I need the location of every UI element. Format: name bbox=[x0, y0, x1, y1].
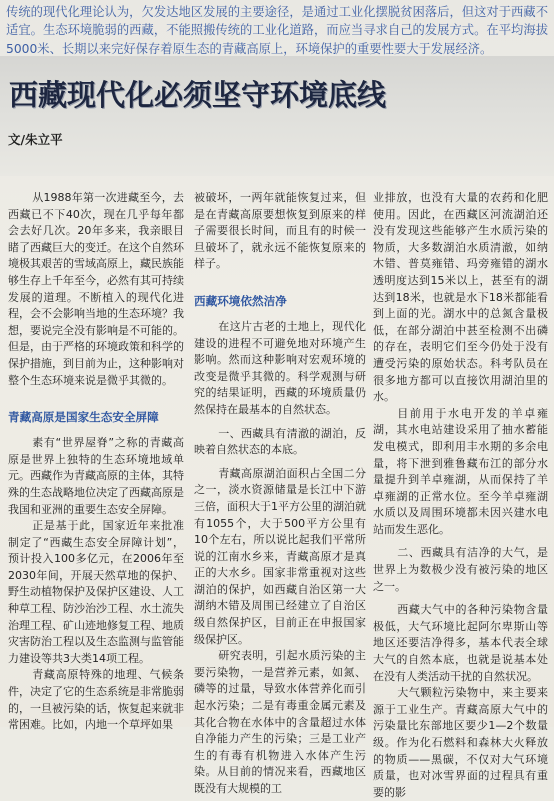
body-paragraph: 西藏大气中的各种污染物含量极低，大气环境比起阿尔卑斯山等地区还要洁净得多，基本代表全球大气的自然本底，也就是说基本处在没有人类活动干扰的自然状况。 bbox=[373, 603, 548, 683]
body-paragraph: 从1988年第一次进藏至今，去西藏已不下40次，现在几乎每年都会去好几次。20年多来，我亲眼目睹了西藏巨大的变迁。在这个自然环境极其艰苦的雪域高原上，藏民族能够生存上千年至今，必然有其可持续发展的道理。不断植入的现代化进程，会不会影响当地的生态环境？我想，要说完全没有影响是不可能的。但是，由于严格的环境政策和科学的保护措施，到目前为止，这种影响对整个生态环境来说是微乎其微的。 bbox=[8, 191, 184, 387]
article-title: 西藏现代化必须坚守环境底线 bbox=[9, 78, 387, 112]
section-heading: 西藏环境依然洁净 bbox=[194, 293, 287, 308]
body-paragraph: 正是基于此，国家近年来批准制定了“西藏生态安全屏障计划”，预计投入100多亿元，在2006年至2030年间，开展天然草地的保护、野生动植物保护及保护区建设、人工种草工程、防沙治沙工程、水土流失治理工程、矿山迹地修复工程、地质灾害防治工程以及生态监测与监管能力建设等共3大类14项工程。 bbox=[8, 519, 184, 665]
text-column-3 bbox=[373, 190, 548, 799]
body-paragraph: 在这片古老的土地上，现代化建设的进程不可避免地对环境产生影响。然而这种影响对宏观环境的改变是微乎其微的。科学观测与研究的结果证明，西藏的环境质量仍然保持在最基本的自然状态。 bbox=[194, 319, 366, 416]
body-paragraph-continued: 业排放，也没有大量的农药和化肥使用。因此，在西藏区河流湖泊还没有发现这些能够产生水质污染的物质，大多数湖泊水质清澈，如纳木错、普莫雍错、玛旁雍错的湖水透明度达到15米以上，甚至有的湖达到18米，也就是水下18米都能看到上面的光。湖水中的总氮含量极低，在部分湖泊中甚至检测不出磷的存在，表明它们至今仍处于没有遭受污染的原始状态。科考队员在很多地方都可以直接饮用湖泊里的水。 bbox=[373, 191, 548, 404]
article-author: 文/朱立平 bbox=[8, 132, 63, 147]
body-paragraph: 素有“世界屋脊”之称的青藏高原是世界上独特的生态环境地域单元。西藏作为青藏高原的主体，其特殊的生态战略地位决定了西藏高原是我国和亚洲的重要生态安全屏障。 bbox=[8, 436, 184, 516]
title-band bbox=[0, 56, 554, 176]
body-paragraph-continued: 被破坏，一两年就能恢复过来，但是在青藏高原要想恢复到原来的样子需要很长时间，而且有的时候一旦破坏了，就永远不能恢复原来的样子。 bbox=[194, 191, 366, 271]
body-paragraph: 目前用于水电开发的羊卓雍湖，其水电站建设采用了抽水蓄能发电模式，即利用丰水期的多余电量，将下泄到雅鲁藏布江的部分水量提升到羊卓雍湖，从而保持了羊卓雍湖的正常水位。至今羊卓雍湖水质以及周围环境都未因兴建水电站而发生恶化。 bbox=[373, 406, 548, 536]
text-column-2 bbox=[194, 190, 366, 795]
point-paragraph: 二、西藏具有洁净的大气，是世界上为数极少没有被污染的地区之一。 bbox=[373, 546, 548, 593]
body-paragraph: 研究表明，引起水质污染的主要污染物，一是营养元素，如氮、磷等的过量，导致水体营养化而引起水污染；二是有毒重金属元素及其化合物在水体中的含量超过水体自净能力产生的污染；三是工业产生的有毒有机物进入水体产生污染。从目前的情况来看，西藏地区既没有大规模的工 bbox=[194, 649, 366, 795]
section-heading: 青藏高原是国家生态安全屏障 bbox=[8, 410, 159, 425]
point-paragraph: 一、西藏具有清澈的湖泊，反映着自然状态的本底。 bbox=[194, 426, 366, 457]
text-column-1 bbox=[8, 190, 184, 732]
body-paragraph: 大气颗粒污染物中，来主要来源于工业生产。青藏高原大气中的污染量比东部地区要少1—2个数量级。作为化石燃料和森林大火释放的物质——黑碳，不仅对大气环境质量，也对冰雪界面的过程具有重要的影 bbox=[373, 686, 548, 799]
body-paragraph: 青藏高原湖泊面积占全国二分之一，淡水资源储量是长江中下游三倍，面积大于1平方公里的湖泊就有1055个，大于500平方公里有10个左右，所以说比起我们平常所说的江南水乡来，青藏高原才是真正的大水乡。国家非常重视对这些湖泊的保护，如西藏自治区第一大湖纳木错及周围已经建立了自治区级自然保护区，目前正在申报国家级保护区。 bbox=[194, 466, 366, 646]
body-paragraph: 青藏高原特殊的地理、气候条件，决定了它的生态系统是非常脆弱的，一旦被污染的话，恢复起来就非常困难。比如，内地一个草坪如果 bbox=[8, 668, 184, 732]
article-lede: 传统的现代化理论认为，欠发达地区发展的主要途径，是通过工业化摆脱贫困落后，但这对于西藏不适宜。生态环境脆弱的西藏，不能照搬传统的工业化道路，而应当寻求自己的发展方式。在平均海拔5000米、长期以来完好保存着原生态的青藏高原上，环境保护的重要性要大于发展经济。 bbox=[6, 5, 548, 56]
